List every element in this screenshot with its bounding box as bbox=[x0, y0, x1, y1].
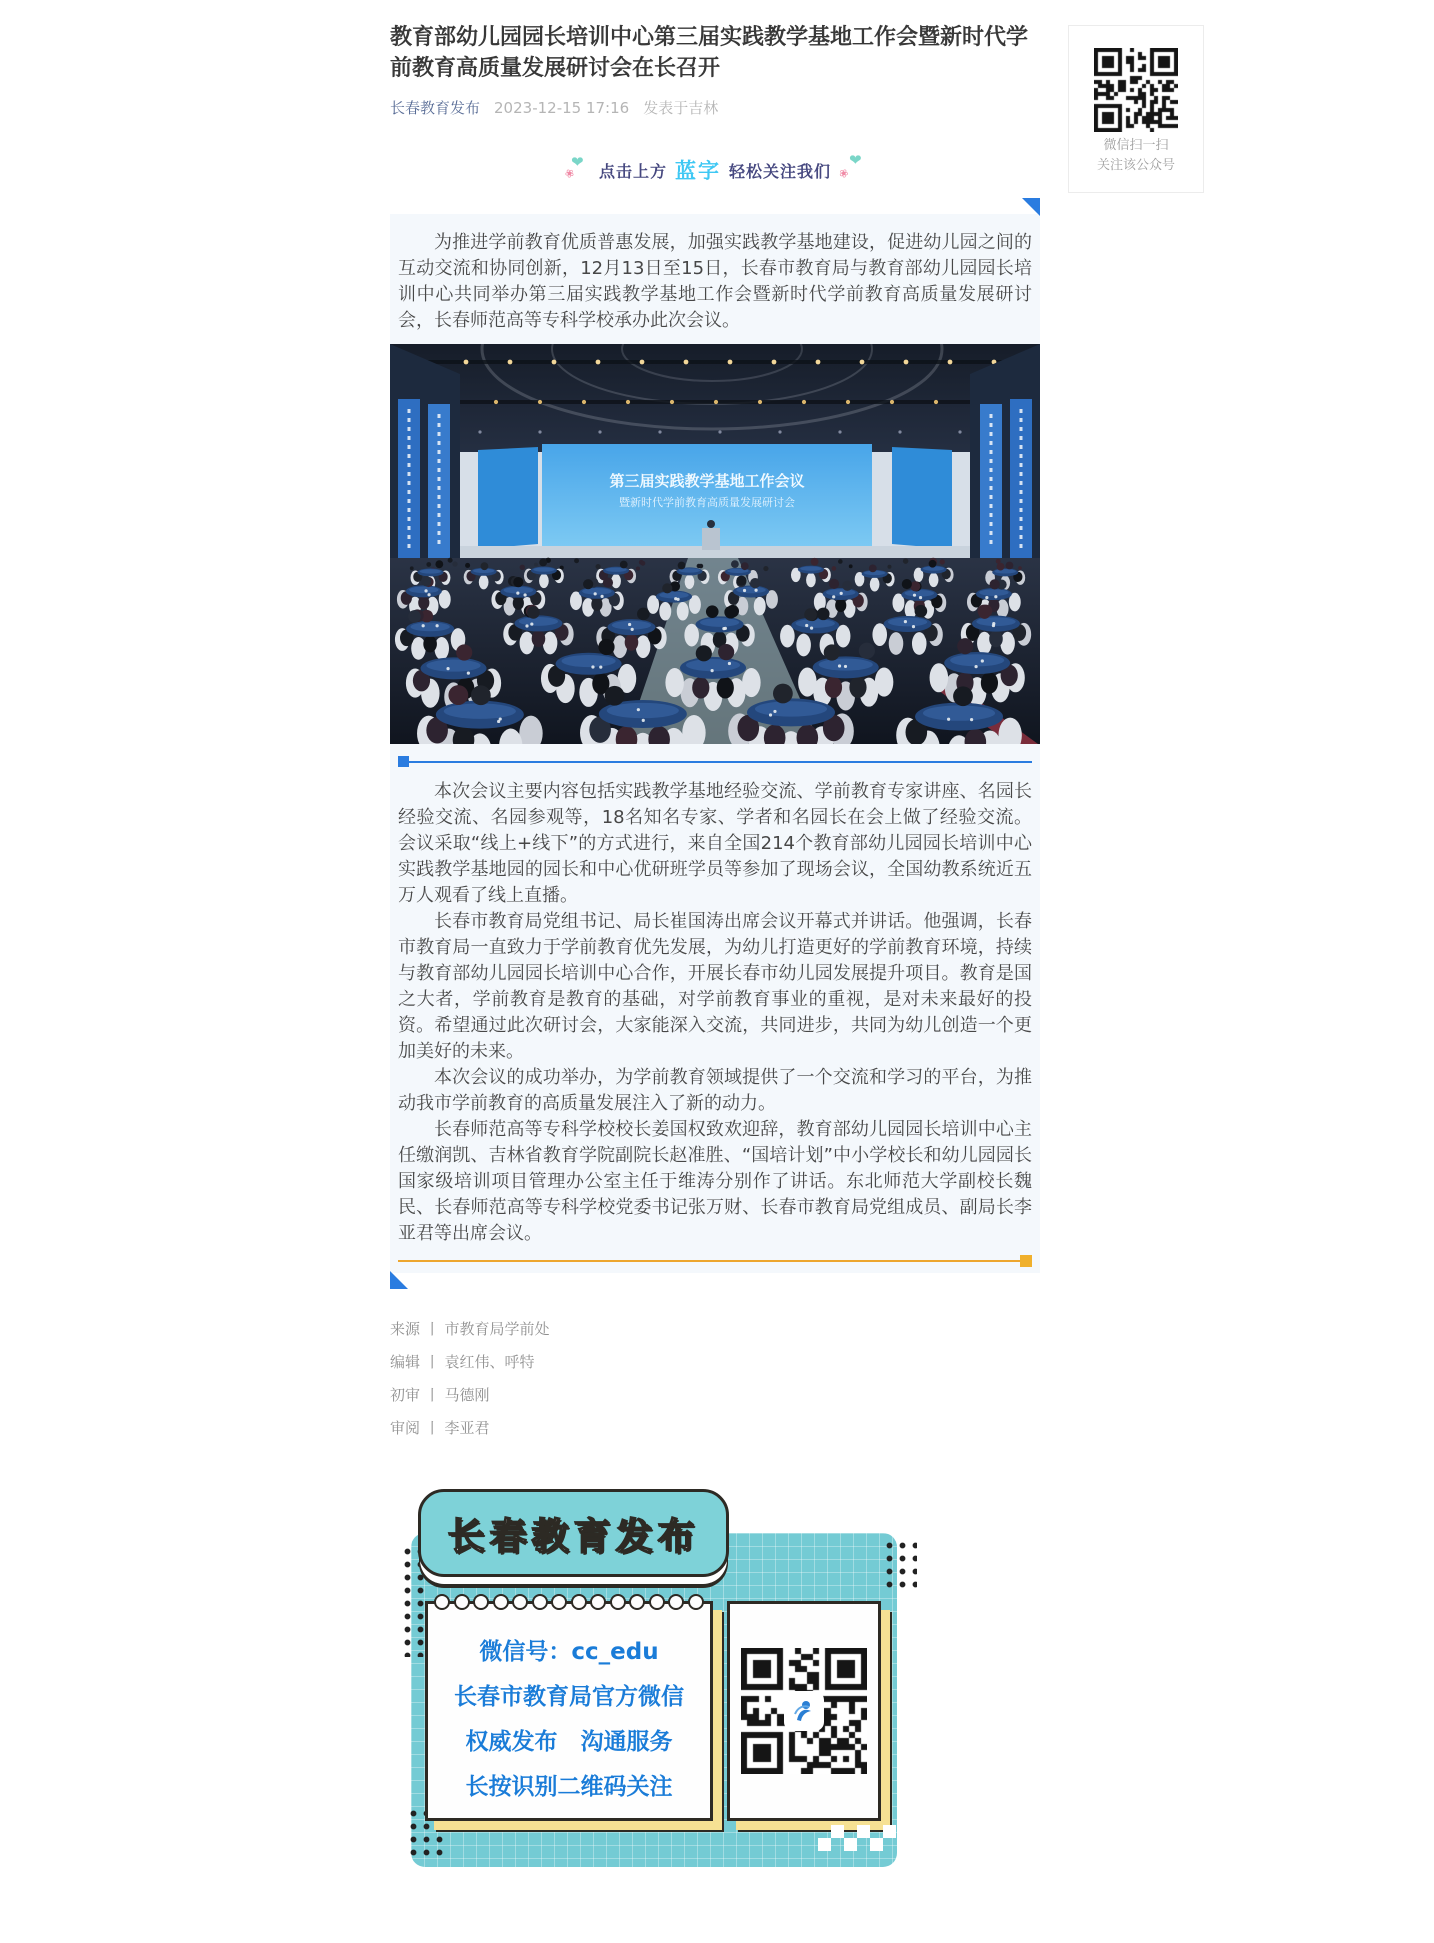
follow-hint-line2: 关注该公众号 bbox=[1096, 158, 1175, 173]
conference-photo bbox=[390, 344, 1040, 744]
publish-location: 发表于吉林 bbox=[643, 99, 719, 117]
follow-hint-line1: 微信扫一扫 bbox=[1103, 138, 1169, 153]
credit-source: 来源 丨 市教育局学前处 bbox=[390, 1320, 550, 1338]
promo-qr-panel bbox=[727, 1601, 881, 1821]
paragraph: 长春师范高等专科学校校长姜国权致欢迎辞，教育部幼儿园园长培训中心主任缴润凯、吉林省教育学院副院长赵准胜、“国培计划”中小学校长和幼儿园园长国家级培训项目管理办公室主任于维涛分别作了讲话。东北师范大学副校长魏民、长春师范高等专科学校党委书记张万财、长春市教育局党组成员、副局长李亚君等出席会议。 bbox=[398, 1119, 1032, 1244]
svg-text:第三届实践教学基地工作会议: 第三届实践教学基地工作会议 bbox=[609, 472, 805, 490]
promo-wechat-id: 微信号：cc_edu bbox=[479, 1639, 659, 1665]
follow-banner bbox=[390, 151, 1040, 186]
promo-text-panel bbox=[425, 1601, 713, 1821]
banner-prefix: 点击上方 bbox=[598, 161, 667, 181]
corner-triangle-icon bbox=[1022, 198, 1040, 216]
follow-qr-code bbox=[1094, 48, 1178, 132]
promo-line: 长按识别二维码关注 bbox=[465, 1774, 673, 1800]
paragraph: 长春市教育局党组书记、局长崔国涛出席会议开幕式并讲话。他强调，长春市教育局一直致力于学前教育优先发展，为幼儿打造更好的学前教育环境，持续与教育部幼儿园园长培训中心合作，开展长春市幼儿园发展提升项目。教育是国之大者，学前教育是教育的基础，对学前教育事业的重视，是对未来最好的投资。希望通过此次研讨会，大家能深入交流，共同进步，共同为幼儿创造一个更加美好的未来。 bbox=[398, 911, 1032, 1062]
article-title: 教育部幼儿园园长培训中心第三届实践教学基地工作会暨新时代学前教育高质量发展研讨会在长召开 bbox=[390, 25, 1029, 81]
dots-deco bbox=[883, 1539, 917, 1593]
credit-first-review: 初审 丨 马德刚 bbox=[390, 1386, 490, 1404]
corner-triangle-icon bbox=[390, 1271, 408, 1289]
section-divider bbox=[398, 756, 1032, 767]
paragraph: 本次会议主要内容包括实践教学基地经验交流、学前教育专家讲座、名园长经验交流、名园参观等，18名知名专家、学者和名园长在会上做了经验交流。会议采取“线上+线下”的方式进行，来自全国214个教育部幼儿园园长培训中心实践教学基地园的园长和中心优研班学员等参加了现场会议，全国幼教系统近五万人观看了线上直播。 bbox=[398, 781, 1032, 906]
svg-text:暨新时代学前教育高质量发展研讨会: 暨新时代学前教育高质量发展研讨会 bbox=[619, 496, 795, 509]
banner-suffix: 轻松关注我们 bbox=[729, 161, 832, 181]
promo-line: 权威发布 沟通服务 bbox=[465, 1729, 673, 1755]
follow-qr-panel bbox=[1068, 25, 1204, 193]
pixel-zigzag-deco bbox=[818, 1825, 896, 1851]
paragraph: 本次会议的成功举办，为学前教育领域提供了一个交流和学习的平台，为推动我市学前教育的高质量发展注入了新的动力。 bbox=[398, 1067, 1032, 1114]
heart-deco-icon: ❤ ❀ bbox=[562, 153, 584, 182]
account-link[interactable]: 长春教育发布 bbox=[390, 99, 481, 117]
credits-block bbox=[390, 1313, 1040, 1445]
heart-deco-icon: ❀ ❤ bbox=[836, 151, 862, 182]
notebook-rings-deco bbox=[434, 1594, 704, 1610]
section-end-divider bbox=[398, 1255, 1032, 1271]
promo-card bbox=[405, 1489, 917, 1881]
promo-card-title: 长春教育发布 bbox=[418, 1489, 729, 1577]
publish-time: 2023-12-15 17:16 bbox=[494, 98, 630, 117]
qr-center-logo-icon bbox=[786, 1693, 822, 1729]
byline bbox=[390, 97, 1040, 118]
paragraph: 为推进学前教育优质普惠发展，加强实践教学基地建设，促进幼儿园之间的互动交流和协同创新，12月13日至15日，长春市教育局与教育部幼儿园园长培训中心共同举办第三届实践教学基地工作会暨新时代学前教育高质量发展研讨会，长春师范高等专科学校承办此次会议。 bbox=[398, 232, 1032, 331]
banner-highlight: 蓝字 bbox=[675, 159, 721, 183]
credit-final-review: 审阅 丨 李亚君 bbox=[390, 1419, 490, 1437]
credit-editor: 编辑 丨 袁红伟、呼特 bbox=[390, 1353, 535, 1371]
promo-line: 长春市教育局官方微信 bbox=[454, 1684, 684, 1710]
article-body-box bbox=[390, 214, 1040, 1273]
